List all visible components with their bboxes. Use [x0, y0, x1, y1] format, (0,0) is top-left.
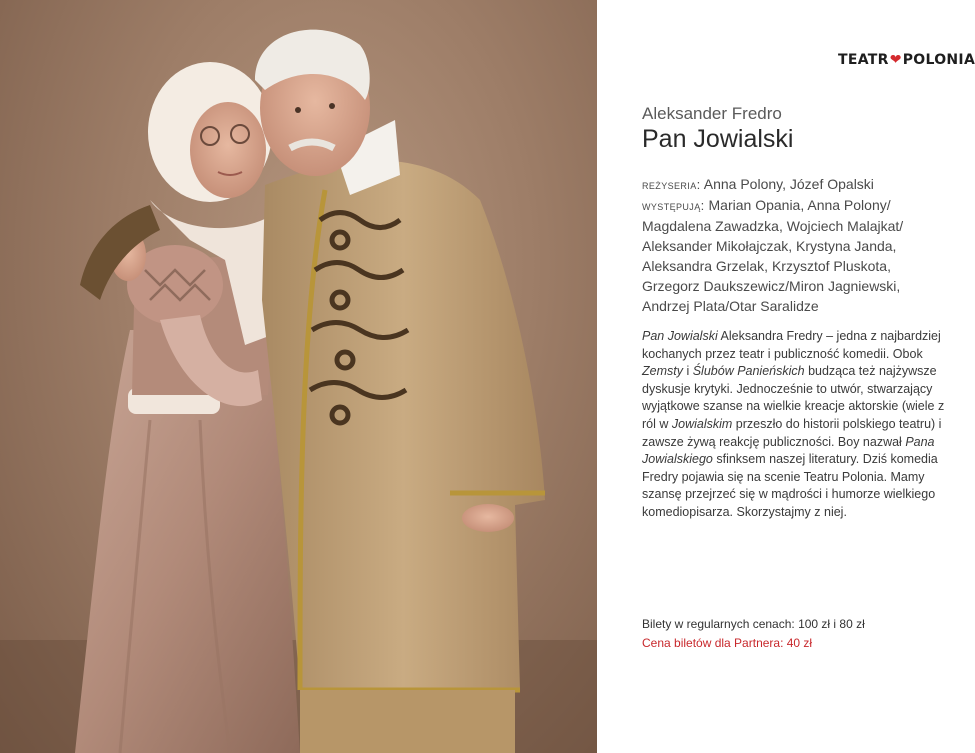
cast-label: występują: [642, 198, 705, 213]
credits [642, 174, 942, 316]
logo-text-teatr: TEATR [838, 52, 889, 68]
cast: Marian Opania, Anna Polony/ Magdalena Zawadzka, Wojciech Malajkat/ Aleksander Mikołajczak, Krystyna Janda, Aleksandra Grzelak, Krzysztof Pluskota, Grzegorz Daukszewicz/Miron Jagniewski, Andrzej Plata/Otar Saralidze [642, 197, 904, 314]
desc-italic-jowialskim: Jowialskim [671, 416, 733, 431]
play-author: Aleksander Fredro [642, 104, 782, 123]
desc-title-italic: Pan Jowialski [642, 329, 718, 343]
desc-italic-zemsta: Zemsty [642, 364, 683, 379]
desc-italic-pana: Pana Jowialskiego [642, 434, 935, 467]
play-title: Pan Jowialski [642, 125, 794, 153]
desc-text: i [682, 364, 693, 379]
desc-text: Aleksandra Fredry – jedna z najbardziej kochanych przez teatr i publiczność komedii. Obok [642, 329, 941, 361]
heart-icon: ❤ [889, 52, 902, 68]
ticket-price-regular: Bilety w regularnych cenach: 100 zł i 80 zł [642, 617, 865, 631]
directors: Anna Polony, Józef Opalski [703, 176, 874, 192]
desc-text: przeszło do historii polskiego teatru) i zawsze żywą reakcję publiczności. Boy nazwał [642, 416, 942, 449]
desc-text: sfinksem naszej literatury. Dziś komedia Fredry pojawia się na scenie Teatru Polonia. Mamy szansę przejrzeć się w mądrości i humorze wielkiego komediopisarza. Skorzystajmy z niej. [642, 452, 938, 519]
ticket-price-partner: Cena biletów dla Partnera: 40 zł [642, 636, 813, 650]
teatr-polonia-logo [838, 52, 975, 68]
directors-label: reżyseria: [642, 177, 701, 192]
desc-text: budząca też najżywsze dyskusje krytyki. Jednocześnie to utwór, stwarzający wyjątkowe szanse na wielkie kreacje aktorskie (wiele z ról w [642, 364, 945, 431]
play-description [642, 328, 960, 522]
logo-text-polonia: POLONIA [902, 52, 975, 68]
desc-italic-sluby: Ślubów Panieńskich [692, 364, 805, 379]
